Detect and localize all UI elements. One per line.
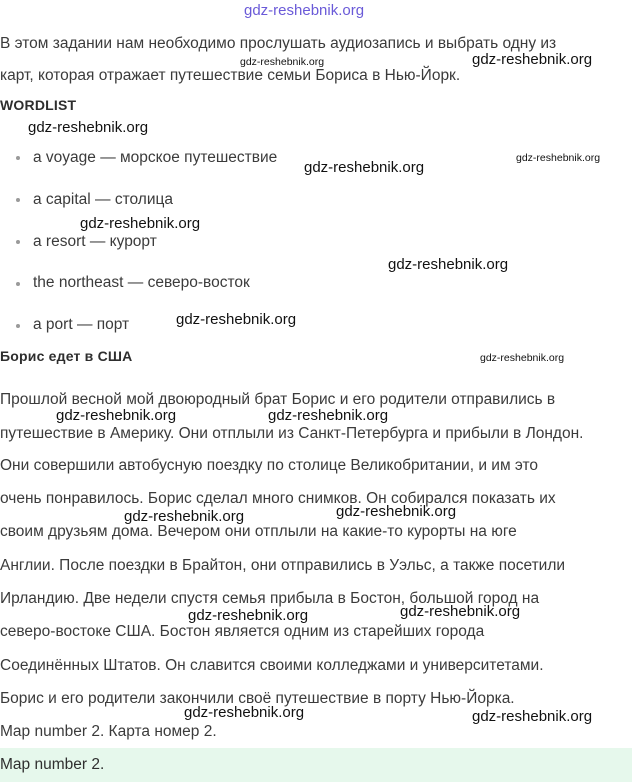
watermark: gdz-reshebnik.org (388, 256, 509, 273)
watermark: gdz-reshebnik.org (28, 119, 149, 136)
story-line-1: Прошлой весной мой двоюродный брат Борис и его родители отправились в (0, 391, 556, 408)
story-line-5: своим друзьям дома. Вечером они отплыли на какие-то курорты на юге (0, 523, 517, 540)
answer-box (0, 748, 632, 782)
watermark: gdz-reshebnik.org (336, 503, 457, 520)
watermark: gdz-reshebnik.org (400, 603, 521, 620)
wordlist-item-resort: a resort — курорт (33, 233, 157, 250)
bullet-icon (16, 324, 20, 328)
watermark: gdz-reshebnik.org (80, 215, 201, 232)
story-line-2: путешествие в Америку. Они отплыли из Санкт-Петербурга и прибыли в Лондон. (0, 425, 584, 442)
watermark: gdz-reshebnik.org (268, 407, 389, 424)
intro-line-1: В этом задании нам необходимо прослушать аудиозапись и выбрать одну из (0, 35, 557, 52)
map-line: Map number 2. Карта номер 2. (0, 723, 217, 740)
wordlist-item-voyage: a voyage — морское путешествие (33, 149, 278, 166)
watermark: gdz-reshebnik.org (472, 708, 593, 725)
story-line-3: Они совершили автобусную поездку по столице Великобритании, и им это (0, 457, 539, 474)
watermark: gdz-reshebnik.org (480, 352, 565, 364)
wordlist-heading: WORDLIST (0, 97, 77, 113)
watermark: gdz-reshebnik.org (304, 159, 425, 176)
story-line-6: Англии. После поездки в Брайтон, они отправились в Уэльс, а также посетили (0, 557, 566, 574)
bullet-icon (16, 156, 20, 160)
watermark: gdz-reshebnik.org (124, 508, 245, 525)
watermark: gdz-reshebnik.org (184, 704, 305, 721)
bullet-icon (16, 198, 20, 202)
answer-text: Map number 2. (0, 756, 105, 773)
story-line-4: очень понравилось. Борис сделал много снимков. Он собирался показать их (0, 490, 556, 507)
wordlist-item-port: a port — порт (33, 316, 130, 333)
watermark: gdz-reshebnik.org (56, 407, 177, 424)
story-line-7: Ирландию. Две недели спустя семья прибыла в Бостон, большой город на (0, 590, 540, 607)
intro-line-2: карт, которая отражает путешествие семьи Бориса в Нью-Йорк. (0, 67, 461, 84)
watermark: gdz-reshebnik.org (472, 51, 593, 68)
wordlist-item-capital: a capital — столица (33, 191, 173, 208)
story-line-8: северо-востоке США. Бостон является одним из старейших города (0, 623, 485, 640)
story-line-9: Соединённых Штатов. Он славится своими колледжами и университетами. (0, 657, 544, 674)
bullet-icon (16, 240, 20, 244)
watermark: gdz-reshebnik.org (188, 607, 309, 624)
story-line-10: Борис и его родители закончили своё путешествие в порту Нью-Йорка. (0, 690, 515, 707)
bullet-icon (16, 282, 20, 286)
watermark: gdz-reshebnik.org (516, 152, 601, 164)
wordlist-item-northeast: the northeast — северо-восток (33, 274, 250, 291)
watermark-top: gdz-reshebnik.org (244, 2, 365, 19)
watermark: gdz-reshebnik.org (240, 56, 325, 68)
story-heading: Борис едет в США (0, 348, 133, 364)
watermark: gdz-reshebnik.org (176, 311, 297, 328)
